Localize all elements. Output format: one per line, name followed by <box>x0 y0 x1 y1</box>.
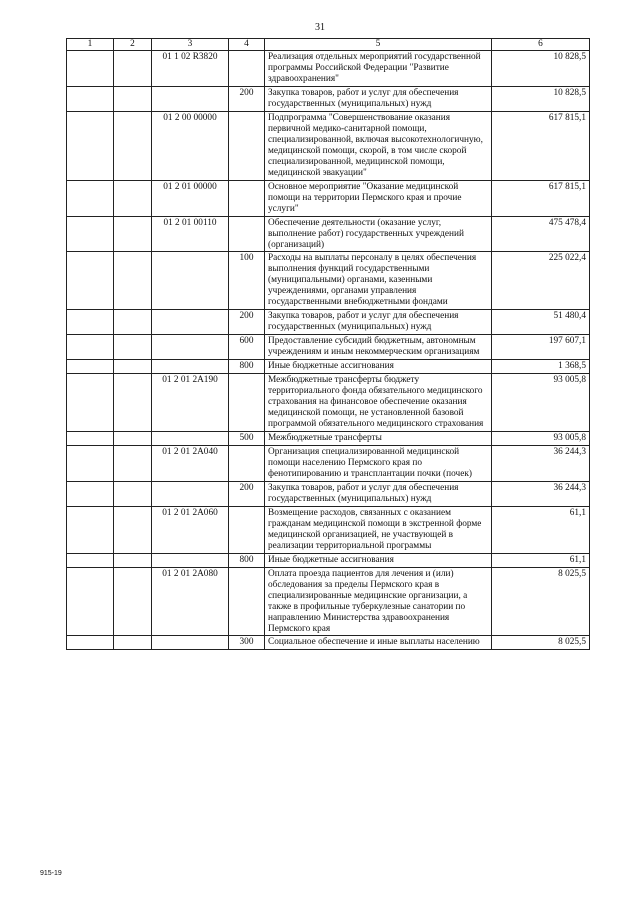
cell-target-article: 01 2 01 00000 <box>152 180 229 216</box>
cell-col-1 <box>67 216 114 252</box>
cell-expense-type <box>229 180 265 216</box>
table-row <box>67 86 590 111</box>
cell-col-1 <box>67 636 114 650</box>
cell-item-name: Межбюджетные трансферты бюджету территориального фонда обязательного медицинского страхования на финансовое обеспечение оказания медицинской помощи, не установленной базовой программой обязательного медицинского страхования <box>265 374 492 432</box>
cell-item-name: Закупка товаров, работ и услуг для обеспечения государственных (муниципальных) нужд <box>265 481 492 506</box>
cell-item-name: Обеспечение деятельности (оказание услуг, выполнение работ) государственных учреждений (организаций) <box>265 216 492 252</box>
cell-col-2 <box>114 636 152 650</box>
cell-expense-type: 300 <box>229 636 265 650</box>
table-row <box>67 374 590 432</box>
cell-amount: 61,1 <box>492 553 590 567</box>
table-row <box>67 636 590 650</box>
cell-expense-type: 500 <box>229 432 265 446</box>
column-header: 6 <box>492 39 590 51</box>
cell-col-1 <box>67 360 114 374</box>
cell-expense-type <box>229 445 265 481</box>
cell-col-2 <box>114 432 152 446</box>
cell-expense-type <box>229 506 265 553</box>
cell-expense-type: 200 <box>229 310 265 335</box>
cell-col-1 <box>67 432 114 446</box>
cell-expense-type: 800 <box>229 360 265 374</box>
cell-col-2 <box>114 567 152 636</box>
cell-expense-type: 600 <box>229 335 265 360</box>
cell-amount: 51 480,4 <box>492 310 590 335</box>
cell-amount: 617 815,1 <box>492 180 590 216</box>
column-header: 2 <box>114 39 152 51</box>
cell-col-2 <box>114 252 152 310</box>
cell-amount: 8 025,5 <box>492 636 590 650</box>
cell-amount: 475 478,4 <box>492 216 590 252</box>
cell-target-article: 01 2 01 2А040 <box>152 445 229 481</box>
table-row <box>67 432 590 446</box>
cell-target-article <box>152 360 229 374</box>
cell-col-1 <box>67 553 114 567</box>
cell-target-article <box>152 252 229 310</box>
cell-expense-type <box>229 216 265 252</box>
cell-col-2 <box>114 216 152 252</box>
cell-expense-type: 800 <box>229 553 265 567</box>
cell-amount: 8 025,5 <box>492 567 590 636</box>
cell-col-1 <box>67 567 114 636</box>
table-row <box>67 180 590 216</box>
cell-item-name: Иные бюджетные ассигнования <box>265 553 492 567</box>
table-row <box>67 360 590 374</box>
cell-col-1 <box>67 86 114 111</box>
cell-target-article <box>152 335 229 360</box>
cell-col-1 <box>67 252 114 310</box>
cell-expense-type <box>229 51 265 87</box>
table-row <box>67 481 590 506</box>
cell-item-name: Предоставление субсидий бюджетным, автономным учреждениям и иным некоммерческим организациям <box>265 335 492 360</box>
cell-col-1 <box>67 445 114 481</box>
cell-target-article <box>152 481 229 506</box>
cell-col-2 <box>114 335 152 360</box>
cell-item-name: Оплата проезда пациентов для лечения и (или) обследования за пределы Пермского края в специализированные медицинские организации, а также в профильные туберкулезные санатории по направлению Министерства здравоохранения Пермского края <box>265 567 492 636</box>
cell-amount: 10 828,5 <box>492 86 590 111</box>
table-row <box>67 553 590 567</box>
cell-col-2 <box>114 180 152 216</box>
cell-amount: 1 368,5 <box>492 360 590 374</box>
cell-expense-type <box>229 374 265 432</box>
cell-col-2 <box>114 310 152 335</box>
cell-item-name: Закупка товаров, работ и услуг для обеспечения государственных (муниципальных) нужд <box>265 86 492 111</box>
cell-item-name: Возмещение расходов, связанных с оказанием гражданам медицинской помощи в экстренной форме медицинской организацией, не участвующей в реализации территориальной программы <box>265 506 492 553</box>
cell-target-article: 01 2 01 2А060 <box>152 506 229 553</box>
cell-target-article: 01 1 02 R3820 <box>152 51 229 87</box>
cell-amount: 93 005,8 <box>492 432 590 446</box>
cell-item-name: Расходы на выплаты персоналу в целях обеспечения выполнения функций государственными (муниципальными) органами, казенными учреждениями, органами управления государственными внебюджетными фондами <box>265 252 492 310</box>
cell-item-name: Организация специализированной медицинской помощи населению Пермского края по фенотипированию и трансплантации почки (почек) <box>265 445 492 481</box>
cell-col-2 <box>114 360 152 374</box>
cell-target-article <box>152 310 229 335</box>
cell-col-2 <box>114 553 152 567</box>
table-row <box>67 567 590 636</box>
table-header-row <box>67 39 590 51</box>
cell-col-2 <box>114 481 152 506</box>
column-header: 3 <box>152 39 229 51</box>
cell-amount: 225 022,4 <box>492 252 590 310</box>
table-row <box>67 310 590 335</box>
budget-table <box>66 38 590 650</box>
table-row <box>67 252 590 310</box>
cell-col-2 <box>114 445 152 481</box>
document-code: 915-19 <box>40 870 62 877</box>
cell-col-2 <box>114 111 152 180</box>
cell-col-1 <box>67 111 114 180</box>
cell-expense-type: 100 <box>229 252 265 310</box>
cell-target-article <box>152 432 229 446</box>
cell-amount: 10 828,5 <box>492 51 590 87</box>
cell-col-2 <box>114 51 152 87</box>
column-header: 5 <box>265 39 492 51</box>
cell-col-1 <box>67 180 114 216</box>
cell-col-1 <box>67 481 114 506</box>
cell-amount: 93 005,8 <box>492 374 590 432</box>
cell-item-name: Межбюджетные трансферты <box>265 432 492 446</box>
cell-col-1 <box>67 310 114 335</box>
cell-item-name: Социальное обеспечение и иные выплаты населению <box>265 636 492 650</box>
cell-col-2 <box>114 374 152 432</box>
cell-target-article <box>152 553 229 567</box>
column-header: 4 <box>229 39 265 51</box>
cell-target-article: 01 2 00 00000 <box>152 111 229 180</box>
cell-target-article: 01 2 01 2А190 <box>152 374 229 432</box>
table-row <box>67 335 590 360</box>
cell-item-name: Основное мероприятие "Оказание медицинской помощи на территории Пермского края и прочие услуги" <box>265 180 492 216</box>
cell-item-name: Иные бюджетные ассигнования <box>265 360 492 374</box>
table-row <box>67 216 590 252</box>
cell-col-2 <box>114 506 152 553</box>
cell-amount: 197 607,1 <box>492 335 590 360</box>
cell-target-article <box>152 86 229 111</box>
cell-amount: 36 244,3 <box>492 481 590 506</box>
table-body <box>67 51 590 650</box>
cell-expense-type: 200 <box>229 86 265 111</box>
cell-amount: 61,1 <box>492 506 590 553</box>
cell-amount: 617 815,1 <box>492 111 590 180</box>
column-header: 1 <box>67 39 114 51</box>
cell-expense-type <box>229 567 265 636</box>
cell-col-1 <box>67 51 114 87</box>
cell-amount: 36 244,3 <box>492 445 590 481</box>
table-row <box>67 51 590 87</box>
page-number: 31 <box>315 22 325 33</box>
cell-col-1 <box>67 374 114 432</box>
cell-item-name: Закупка товаров, работ и услуг для обеспечения государственных (муниципальных) нужд <box>265 310 492 335</box>
cell-item-name: Реализация отдельных мероприятий государственной программы Российской Федерации "Развитие здравоохранения" <box>265 51 492 87</box>
cell-col-1 <box>67 335 114 360</box>
table-row <box>67 445 590 481</box>
cell-target-article <box>152 636 229 650</box>
cell-col-1 <box>67 506 114 553</box>
table-row <box>67 111 590 180</box>
cell-target-article: 01 2 01 2А080 <box>152 567 229 636</box>
cell-expense-type: 200 <box>229 481 265 506</box>
cell-expense-type <box>229 111 265 180</box>
cell-target-article: 01 2 01 00110 <box>152 216 229 252</box>
cell-item-name: Подпрограмма "Совершенствование оказания первичной медико-санитарной помощи, специализированной, включая высокотехнологичную, медицинской помощи, скорой, в том числе скорой специализированной, медицинской помощи, медицинской эвакуации" <box>265 111 492 180</box>
cell-col-2 <box>114 86 152 111</box>
table-row <box>67 506 590 553</box>
